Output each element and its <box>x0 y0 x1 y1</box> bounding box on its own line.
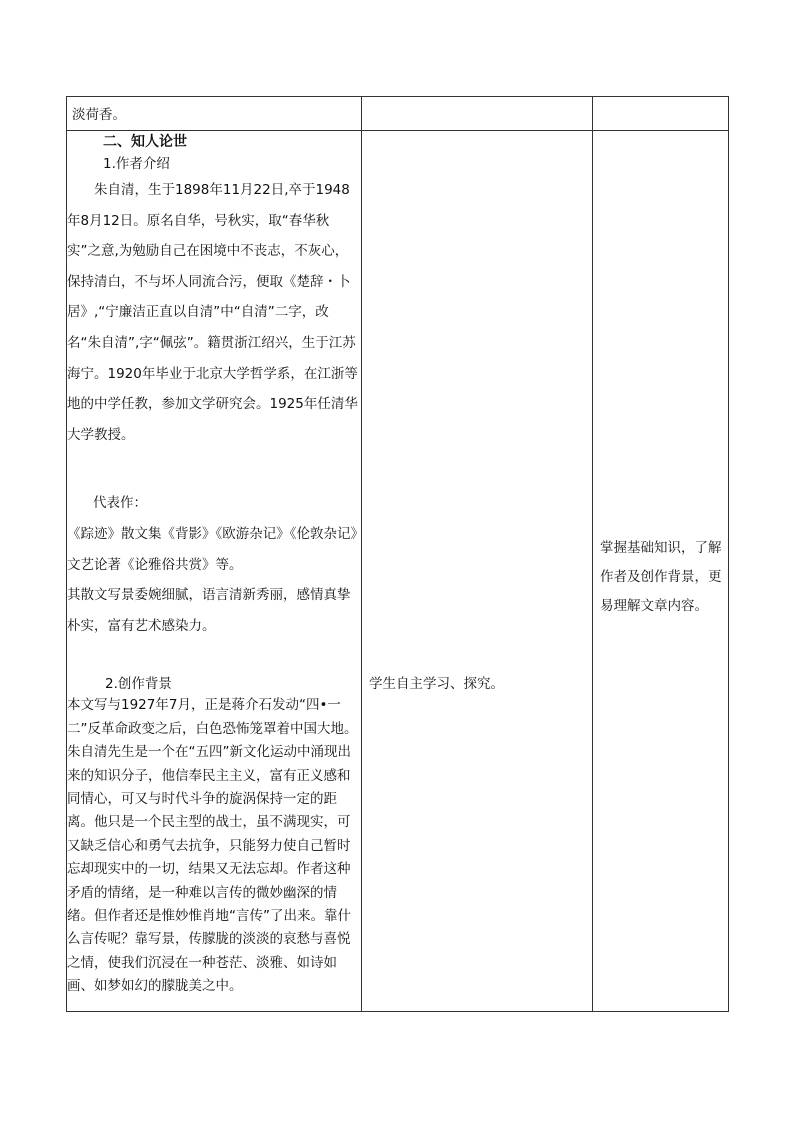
lesson-plan-table <box>66 96 729 1012</box>
table-row <box>67 97 729 131</box>
continued-text: 淡荷香。 <box>72 107 126 123</box>
student-activity-text: 学生自主学习、探究。 <box>369 676 504 692</box>
spacer <box>67 450 361 488</box>
background-subheading: 2.创作背景 <box>105 676 172 693</box>
background-text: 本文写与1927年7月，正是蒋介石发动“四•一二”反革命政变之后，白色恐怖笼罩着中国大地。朱自清先生是一个在“五四”新文化运动中涌现出来的知识分子，他信奉民主主义，富有正义感和同情心，可又与时代斗争的旋涡保持一定的距离。他只是一个民主型的战士，虽不满现实，可又缺乏信心和勇气去抗争，只能努力使自己暂时忘却现实中的一切，结果又无法忘却。作者这种矛盾的情绪，是一种难以言传的微妙幽深的情绪。但作者还是惟妙惟肖地“言传”了出来。靠什么言传呢？靠写景，传朦胧的淡淡的哀愁与喜悦之情，使我们沉浸在一种苍茫、淡雅、如诗如画、如梦如幻的朦胧美之中。 <box>67 697 358 995</box>
cell-student-activity <box>362 131 593 1012</box>
spacer <box>67 641 361 675</box>
author-bio: 朱自清，生于1898年11月22日,卒于1948年8月12日。原名自华，号秋实，取“春华秋实”之意,为勉励自己在困境中不丧志，不灰心，保持清白，不与坏人同流合污，便取《楚辞・卜居》,“宁廉洁正直以自清”中“自清”二字，改名“朱自清”,字“佩弦”。籍贯浙江绍兴，生于江苏海宁。1920年毕业于北京大学哲学系，在江浙等地的中学任教，参加文学研究会。1925年任清华大学教授。 <box>67 182 358 443</box>
cell-teaching-content <box>67 131 362 1012</box>
cell-design-intent <box>593 131 729 1012</box>
cell-student-activity <box>362 97 593 131</box>
author-subheading: 1.作者介绍 <box>103 156 170 172</box>
table-row <box>67 131 729 1012</box>
design-intent-text: 掌握基础知识，了解作者及创作背景，更易理解文章内容。 <box>600 540 722 614</box>
cell-teaching-content <box>67 97 362 131</box>
cell-design-intent <box>593 97 729 131</box>
style-text: 其散文写景委婉细腻，语言清新秀丽，感情真挚朴实，富有艺术感染力。 <box>67 587 351 634</box>
empty-cell-text <box>593 97 728 105</box>
works-label: 代表作： <box>93 495 147 512</box>
empty-cell-text <box>362 97 592 105</box>
works-text: 《踪迹》散文集《背影》《欧游杂记》《伦敦杂记》文艺论著《论雅俗共赏》等。 <box>67 525 358 573</box>
section-heading: 二、知人论世 <box>103 134 187 150</box>
